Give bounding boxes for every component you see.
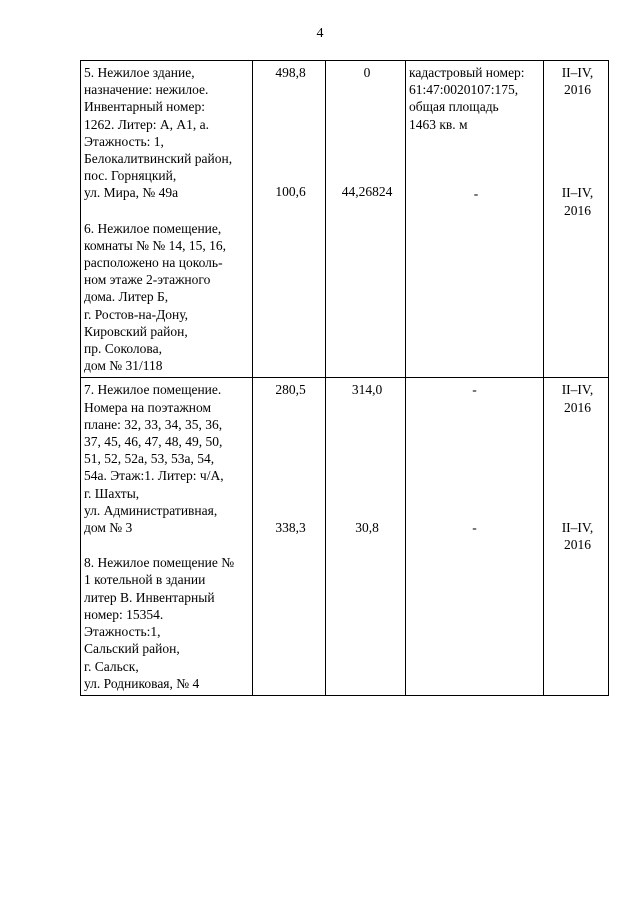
period-text: II–IV, 2016 bbox=[561, 382, 594, 415]
value-number: 44,26824 bbox=[341, 184, 393, 200]
table-row bbox=[81, 61, 609, 378]
period-cell bbox=[544, 61, 609, 378]
note-text: - bbox=[472, 382, 477, 398]
value-number: 0 bbox=[363, 65, 371, 80]
area-cell bbox=[253, 378, 326, 695]
description-cell bbox=[81, 378, 253, 695]
note-cell bbox=[406, 61, 544, 378]
value-number: 30,8 bbox=[355, 519, 379, 535]
value-cell bbox=[326, 61, 406, 378]
description-cell bbox=[81, 61, 253, 378]
property-description: 6. Нежилое помещение, комнаты № № 14, 15, 16, расположено на цоколь- ном этаже 2-этажного дома. Литер Б, г. Ростов-на-Дону, Кировский район, пр. Соколова, дом № 31/118 bbox=[84, 220, 227, 374]
period-text: II–IV, 2016 bbox=[561, 519, 594, 553]
note-text: кадастровый номер: 61:47:0020107:175, общая площадь 1463 кв. м bbox=[409, 65, 525, 132]
table-row bbox=[81, 378, 609, 695]
note-text: - bbox=[473, 185, 479, 201]
property-description: 8. Нежилое помещение № 1 котельной в здании литер В. Инвентарный номер: 15354. Этажность:1, Сальский район, г. Сальск, ул. Родниковая, № 4 bbox=[84, 555, 235, 691]
area-value: 100,6 bbox=[275, 184, 306, 200]
note-cell bbox=[406, 378, 544, 695]
page-number: 4 bbox=[316, 26, 324, 41]
value-cell bbox=[326, 378, 406, 695]
property-description: 7. Нежилое помещение. Номера на поэтажном плане: 32, 33, 34, 35, 36, 37, 45, 46, 47, 48, 49, 50, 51, 52, 52а, 53, 53а, 54, 54а. Этаж:1. Литер: ч/А, г. Шахты, ул. Административная, дом № 3 bbox=[84, 382, 224, 536]
property-description: 5. Нежилое здание, назначение: нежилое. Инвентарный номер: 1262. Литер: А, А1, а. Этажность: 1, Белокалитвинский район, пос. Горняцкий, ул. Мира, № 49а bbox=[84, 65, 233, 201]
period-text: II–IV, 2016 bbox=[561, 65, 594, 98]
area-value: 498,8 bbox=[275, 65, 306, 80]
area-cell bbox=[253, 61, 326, 378]
note-text: - bbox=[472, 519, 477, 535]
area-value: 338,3 bbox=[275, 519, 306, 535]
property-table bbox=[80, 60, 609, 696]
period-cell bbox=[544, 378, 609, 695]
area-value: 280,5 bbox=[275, 382, 306, 398]
value-number: 314,0 bbox=[351, 382, 383, 398]
period-text: II–IV, 2016 bbox=[561, 185, 594, 218]
